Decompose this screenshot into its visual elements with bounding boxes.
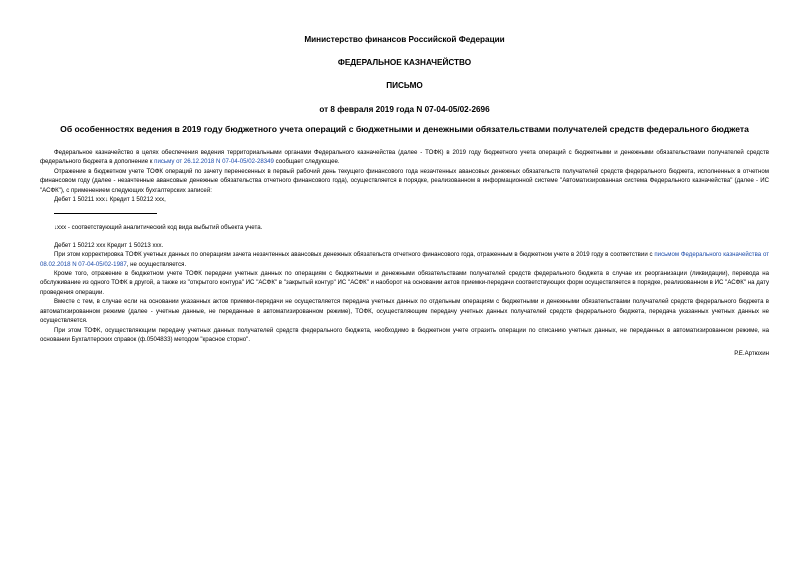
accounting-entry-1: Дебет 1 50211 ххх↓ Кредит 1 50212 ххх,	[54, 196, 166, 204]
link-letter-2018-12-26[interactable]: письму от 26.12.2018 N 07-04-05/02-28349	[154, 158, 274, 166]
footnote-text: ↓ххх - соответствующий аналитический код вида выбытий объекта учета.	[54, 224, 263, 232]
footnote-divider	[54, 213, 157, 214]
paragraph-non-automated: Вместе с тем, в случае если на основании указанных актов приемки-передачи не осуществляется передача учетных данных по отдельным операциям с бюджетными и денежными обязательствами получателей средств федерального бюджета в автоматизированном режиме (далее - учетные данные, не переданные в автоматизированном режиме), ТОФК, осуществляющим передачу учетных данных получателей средств федерального бюджета, передача указанных учетных данных не осуществляется.	[40, 298, 769, 325]
document-date-number: от 8 февраля 2019 года N 07-04-05/02-2696	[319, 105, 490, 114]
accounting-entry-2: Дебет 1 50212 ххх Кредит 1 50213 ххх.	[54, 241, 164, 249]
paragraph-correction	[40, 250, 769, 269]
link-letter-2018-02-08[interactable]: письмом Федерального казначейства от 08.02.2018 N 07-04-05/02-1987	[40, 251, 769, 268]
paragraph-intro	[40, 148, 769, 167]
document-type: ПИСЬМО	[386, 81, 423, 90]
paragraph-intro-text-a: Федеральное казначейство в целях обеспечения ведения территориальными органами Федерального казначейства (далее - ТОФК) в 2019 году бюджетного учета операций с бюджетными и денежными обязательствами получателей средств федерального бюджета в дополнение к	[40, 149, 769, 166]
paragraph-correction-text-a: При этом корректировка ТОФК учетных данных по операциям зачета незачтенных авансовых денежных обязательств отчетного финансового года, отраженным в бюджетном учете в 2019 году в соответствии с	[54, 251, 655, 259]
ministry-name: Министерство финансов Российской Федерации	[304, 35, 505, 44]
paragraph-correction-text-b: , не осуществляется.	[126, 260, 187, 268]
paragraph-intro-text-b: сообщает следующее.	[273, 158, 340, 166]
paragraph-transfer: Кроме того, отражение в бюджетном учете ТОФК передачи учетных данных по операциям с бюджетными и денежными обязательствами получателей средств федерального бюджета в случае их реорганизации (ликвидации), перевода на обслуживание из одного ТОФК в другой, а также из "открытого контура" ИС "АСФК" в "закрытый контур" ИС "АСФК" и наоборот на основании актов приемки-передачи соответствующих форм осуществляется в порядке, реализованном в ИС "АСФК" на дату проведения операции.	[40, 270, 769, 296]
issuer-name: ФЕДЕРАЛЬНОЕ КАЗНАЧЕЙСТВО	[337, 58, 472, 67]
paragraph-reflection: Отражение в бюджетном учете ТОФК операций по зачету перенесенных в первый рабочий день текущего финансового года незачтенных авансовых денежных обязательств получателей средств федерального бюджета, исполненных в отчетном финансовом году (далее - незачтенные авансовые денежные обязательства отчетного финансового года), осуществляется в порядке, реализованном в информационной системе "Автоматизированная система Федерального казначейства" (далее - ИС "АСФК"), с применением следующих бухгалтерских записей:	[40, 167, 769, 194]
document-subject: Об особенностях ведения в 2019 году бюджетного учета операций с бюджетными и денежными обязательствами получателей средств федерального бюджета	[60, 124, 749, 134]
document-body	[40, 148, 769, 359]
signature: Р.Е.Артюхин	[734, 350, 769, 358]
paragraph-write-off: При этом ТОФК, осуществляющим передачу учетных данных получателей средств федерального бюджета, необходимо в бюджетном учете отразить операции по списанию учетных данных, не переданных в автоматизированном режиме, на основании Бухгалтерских справок (ф.0504833) методом "красное сторно".	[40, 326, 769, 343]
